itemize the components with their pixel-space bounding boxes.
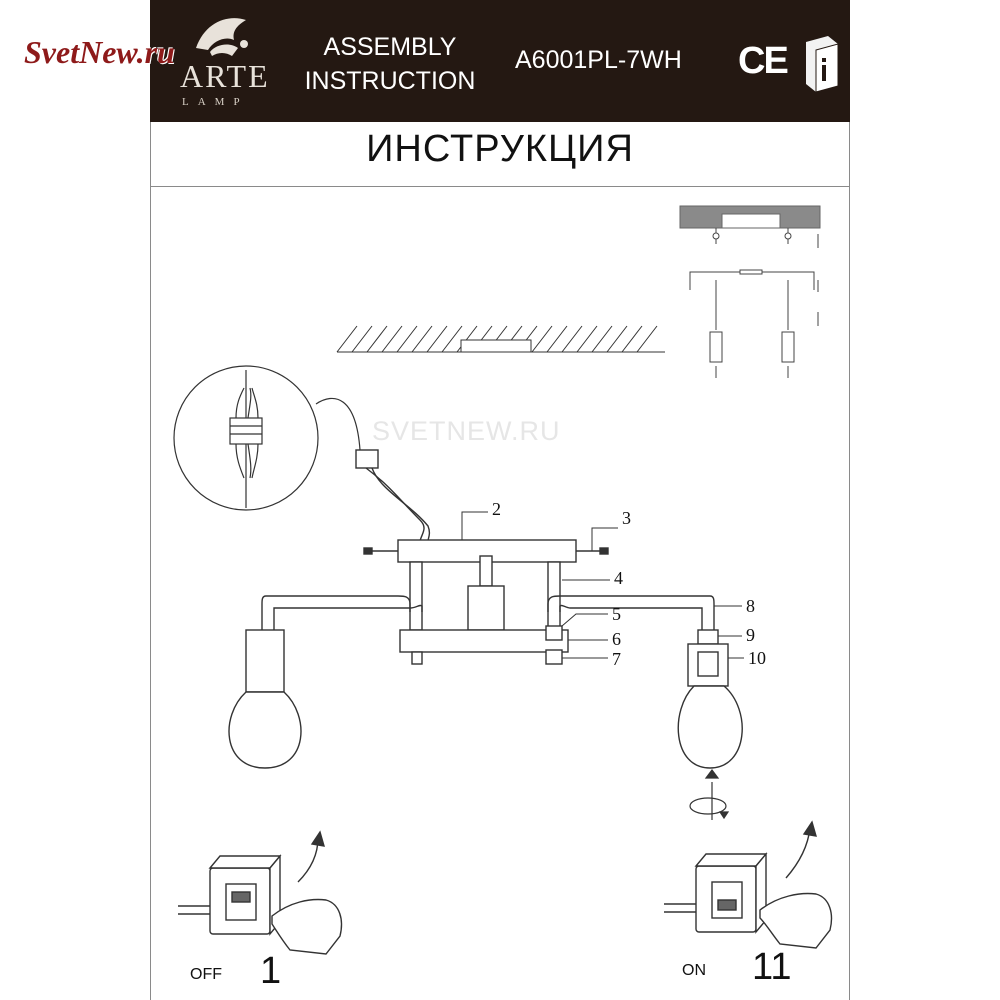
page-title: ИНСТРУКЦИЯ	[366, 128, 634, 170]
callout-2: 2	[492, 499, 501, 519]
step-on-label: ON	[682, 962, 706, 979]
logo-subtitle: LAMP	[182, 96, 249, 108]
assembly-title: ASSEMBLY INSTRUCTION	[304, 33, 476, 95]
callout-9: 9	[746, 625, 755, 645]
step-number-1: 1	[260, 950, 282, 992]
ce-mark: CE	[738, 40, 787, 82]
callout-7: 7	[612, 649, 621, 669]
angel-logo-icon	[196, 18, 248, 56]
switch-off-icon	[178, 832, 341, 954]
rotate-icon	[690, 770, 728, 820]
callout-8: 8	[746, 596, 755, 616]
callout-10: 10	[748, 648, 766, 668]
connector-detail	[174, 366, 360, 510]
callout-5: 5	[612, 604, 621, 624]
switch-on-icon	[664, 822, 831, 948]
callout-4: 4	[614, 568, 623, 588]
logo-wordmark: ARTE	[180, 58, 270, 94]
model-number: A6001PL-7WH	[515, 46, 682, 74]
step-off-label: OFF	[190, 966, 222, 983]
step-number-11: 11	[752, 946, 792, 988]
site-watermark: SVETNEW.RU	[372, 416, 561, 446]
ceiling-hatch	[337, 326, 665, 352]
brand-watermark: SvetNew.ru	[24, 34, 175, 70]
callout-3: 3	[622, 508, 631, 528]
callout-6: 6	[612, 629, 621, 649]
supply-wires	[356, 450, 429, 546]
fixture-assembly	[229, 540, 742, 768]
info-book-icon	[806, 36, 838, 92]
title-divider	[150, 186, 850, 187]
mounting-detail	[680, 206, 820, 378]
